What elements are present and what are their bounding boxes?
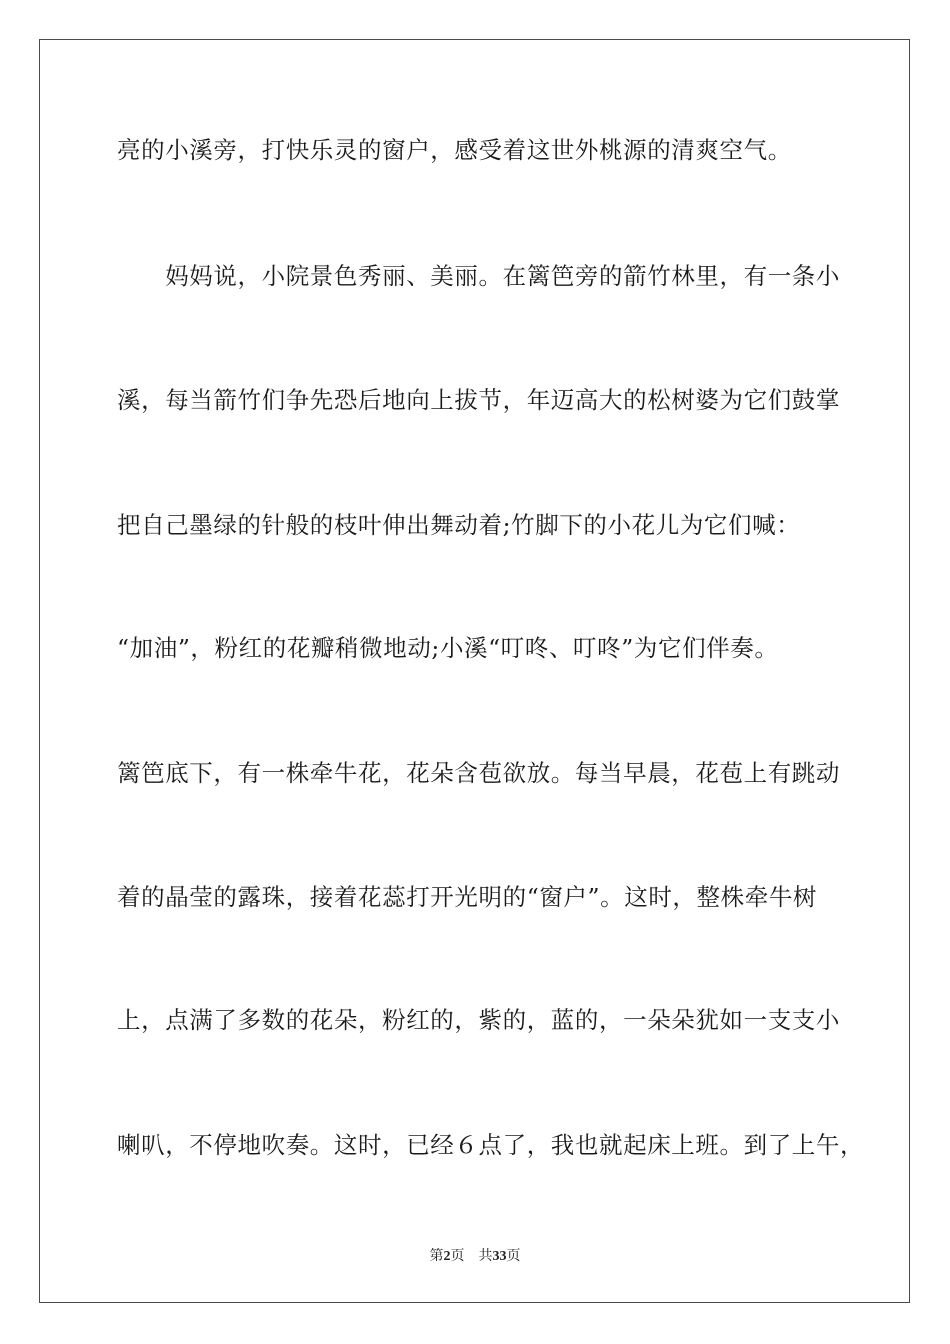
page-footer	[0, 1246, 950, 1267]
page-prefix: 第	[429, 1248, 444, 1264]
paragraph-line-7: 着的晶莹的露珠，接着花蕊打开光明的“窗户”。这时，整株牵牛树	[117, 883, 818, 911]
paragraph-line-4: 把自己墨绿的针般的枝叶伸出舞动着;竹脚下的小花儿为它们喊：	[117, 511, 801, 539]
paragraph-line-3: 溪，每当箭竹们争先恐后地向上拔节，年迈高大的松树婆为它们鼓掌	[117, 386, 840, 414]
paragraph-line-9: 喇叭，不停地吹奏。这时，已经６点了，我也就起床上班。到了上午，	[117, 1131, 865, 1159]
paragraph-line-6: 篱笆底下，有一株牵牛花，花朵含苞欲放。每当早晨，花苞上有跳动	[117, 759, 840, 787]
page-suffix: 页	[450, 1248, 465, 1264]
total-pages: 33	[492, 1249, 507, 1264]
paragraph-line-1: 亮的小溪旁，打快乐灵的窗户，感受着这世外桃源的清爽空气。	[117, 136, 792, 164]
paragraph-line-2: 妈妈说，小院景色秀丽、美丽。在篱笆旁的箭竹林里，有一条小	[117, 262, 840, 290]
page-border	[39, 39, 910, 1303]
total-suffix: 页	[506, 1248, 521, 1264]
paragraph-line-5: “加油”，粉红的花瓣稍微地动;小溪“叮咚、叮咚”为它们伴奏。	[117, 634, 779, 662]
total-prefix: 共	[478, 1248, 493, 1264]
paragraph-line-8: 上，点满了多数的花朵，粉红的，紫的，蓝的，一朵朵犹如一支支小	[117, 1006, 840, 1034]
page-number: 2	[443, 1249, 451, 1264]
